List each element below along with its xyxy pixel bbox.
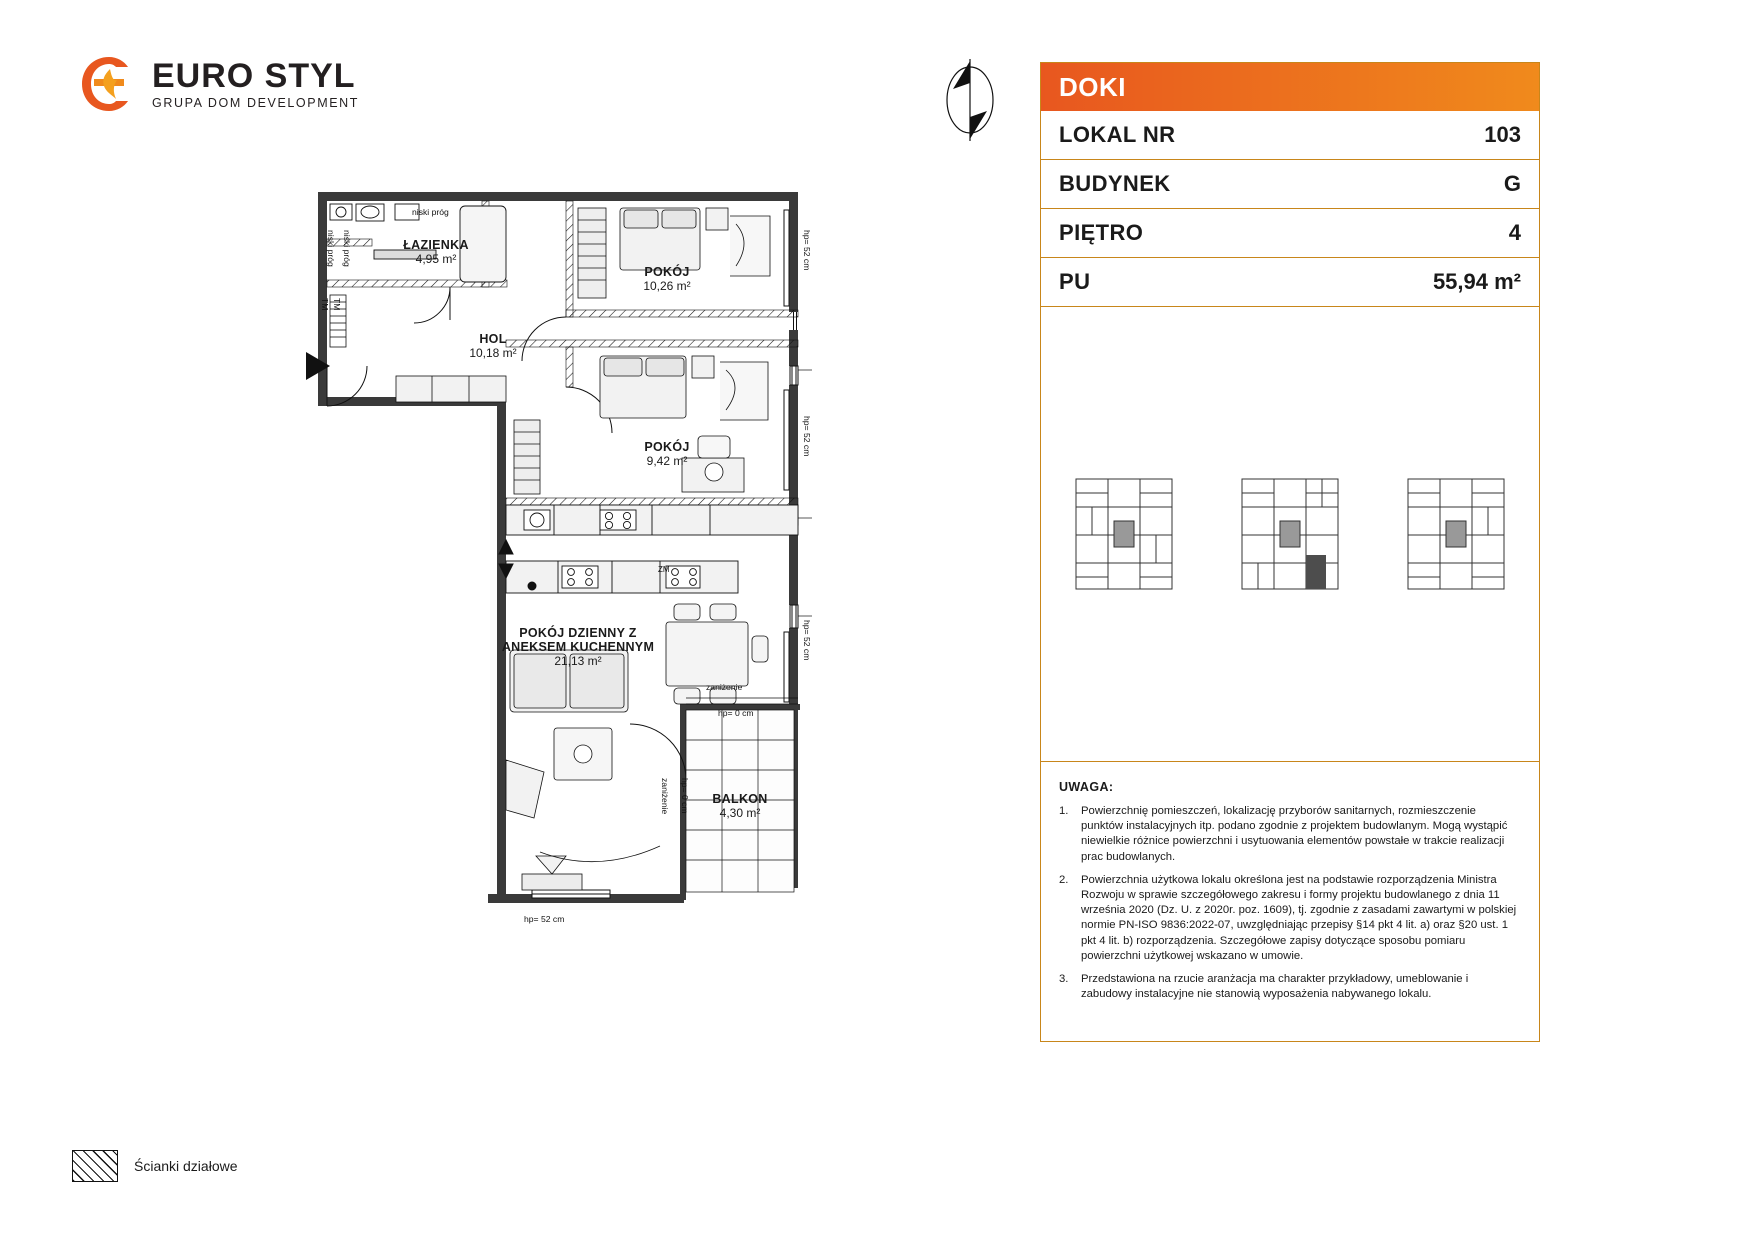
company-logo <box>80 55 380 125</box>
legend <box>72 1150 238 1182</box>
note-item <box>1059 804 1521 865</box>
room-name: POKÓJ DZIENNY Z <box>519 626 637 640</box>
building-keyplan-1 <box>1064 459 1184 609</box>
building-keyplans <box>1041 307 1539 762</box>
room-name: POKÓJ <box>644 265 690 279</box>
room-name-2: ANEKSEM KUCHENNYM <box>501 640 655 654</box>
room-area: 4,95 m² <box>415 252 457 266</box>
note-title: UWAGA: <box>1059 780 1114 794</box>
annotation-hp-52-bottom: hp= 52 cm <box>524 914 565 924</box>
annotation-hp-52-a: hp= 52 cm <box>802 230 812 271</box>
note-number: 1. <box>1059 805 1069 817</box>
note-number: 3. <box>1059 973 1069 986</box>
room-area: 4,30 m² <box>719 806 761 820</box>
legend-label: Ścianki działowe <box>134 1158 238 1174</box>
room-area: 9,42 m² <box>646 454 688 468</box>
info-value: G <box>1503 171 1521 196</box>
room-name: HOL <box>479 332 507 346</box>
annotation-niski-prog-2: niski próg <box>326 230 336 267</box>
info-label: LOKAL NR <box>1059 122 1176 147</box>
disclaimer-notes <box>1041 762 1539 1020</box>
note-item <box>1059 873 1521 964</box>
room-label-balkon <box>688 792 792 820</box>
note-item <box>1059 972 1521 1002</box>
room-label-pokoj-dzienny <box>478 626 678 668</box>
info-row-pietro <box>1041 209 1539 258</box>
info-row-budynek <box>1041 160 1539 209</box>
building-keyplan-3 <box>1396 459 1516 609</box>
info-value: 55,94 m² <box>1432 269 1521 294</box>
info-value: 103 <box>1484 122 1521 147</box>
logo-title: EURO STYL <box>152 57 356 95</box>
info-row-lokal <box>1041 111 1539 160</box>
info-label: PIĘTRO <box>1059 220 1144 245</box>
room-name: ŁAZIENKA <box>403 238 469 252</box>
annotation-zanizenie-1: zaniżenie <box>706 682 743 692</box>
annotation-tm-1: TM <box>320 298 330 311</box>
annotation-tm-2: TM <box>332 298 342 311</box>
building-keyplan-2-highlighted <box>1230 459 1350 609</box>
room-area: 10,18 m² <box>469 346 517 360</box>
room-label-pokoj-2 <box>612 440 722 468</box>
room-name: BALKON <box>712 792 768 806</box>
info-label: PU <box>1059 269 1091 294</box>
floor-plan-drawing <box>300 180 860 940</box>
floor-plan <box>300 180 860 940</box>
room-label-lazienka <box>376 238 496 266</box>
apartment-info-panel <box>1040 62 1540 1042</box>
compass-north-arrow <box>935 55 1005 145</box>
annotation-hp-0-a: hp= 0 cm <box>718 708 754 718</box>
hatch-pattern-swatch <box>72 1150 118 1182</box>
note-number: 2. <box>1059 873 1069 886</box>
annotation-zm: ZM <box>658 565 670 574</box>
room-name: POKÓJ <box>644 440 690 454</box>
logo-subtitle: GRUPA DOM DEVELOPMENT <box>152 96 360 110</box>
annotation-hp-52-c: hp= 52 cm <box>802 620 812 661</box>
room-area: 10,26 m² <box>643 279 691 293</box>
annotation-niski-prog-1: niski próg <box>412 207 449 217</box>
info-label: BUDYNEK <box>1059 171 1171 196</box>
info-row-pu <box>1041 258 1539 307</box>
project-brand: DOKI <box>1059 71 1126 102</box>
annotation-niski-prog-3: niski próg <box>342 230 352 267</box>
note-text: Powierzchnię pomieszczeń, lokalizację przyborów sanitarnych, rozmieszczenie punktów instalacyjnych itp. podano zgodnie z projektem budowlanym. Mogą wystąpić niewielkie różnice powierzchni i usytuowania elementów powstałe w trakcie realizacji prac budowlanych. <box>1081 805 1508 863</box>
info-value: 4 <box>1508 220 1521 245</box>
note-text: Powierzchnia użytkowa lokalu określona jest na podstawie rozporządzenia Ministra Rozwoju w sprawie szczegółowego zakresu i formy projektu budowlanego z dnia 11 września 2020 (Dz. U. z 2020r. poz. 1609), tj. zgodnie z zasadami zawartymi w polskiej normie PN-ISO 9836:2022-07, uwzględniając przepisy §14 pkt 4 lit. a) oraz §20 ust. 1 pkt 4 lit. b) rozporządzenia. Szczegółowe zapisy dotyczące sposobu pomiaru powierzchni użytkowej wskazano w umowie. <box>1081 873 1517 962</box>
euro-styl-flame-logo <box>80 55 138 113</box>
note-text: Przedstawiona na rzucie aranżacja ma charakter przykładowy, umeblowanie i zabudowy instalacyjne nie stanowią wyposażenia nabywanego lokalu. <box>1081 973 1469 1001</box>
panel-header <box>1041 63 1539 111</box>
annotation-zanizenie-2: zaniżenie <box>660 778 670 815</box>
room-label-hol <box>438 332 548 360</box>
room-label-pokoj-1 <box>612 265 722 293</box>
annotation-hp-52-b: hp= 52 cm <box>802 416 812 457</box>
room-area: 21,13 m² <box>554 654 602 668</box>
annotation-hp-0-b: hp= 0 cm <box>680 778 690 814</box>
